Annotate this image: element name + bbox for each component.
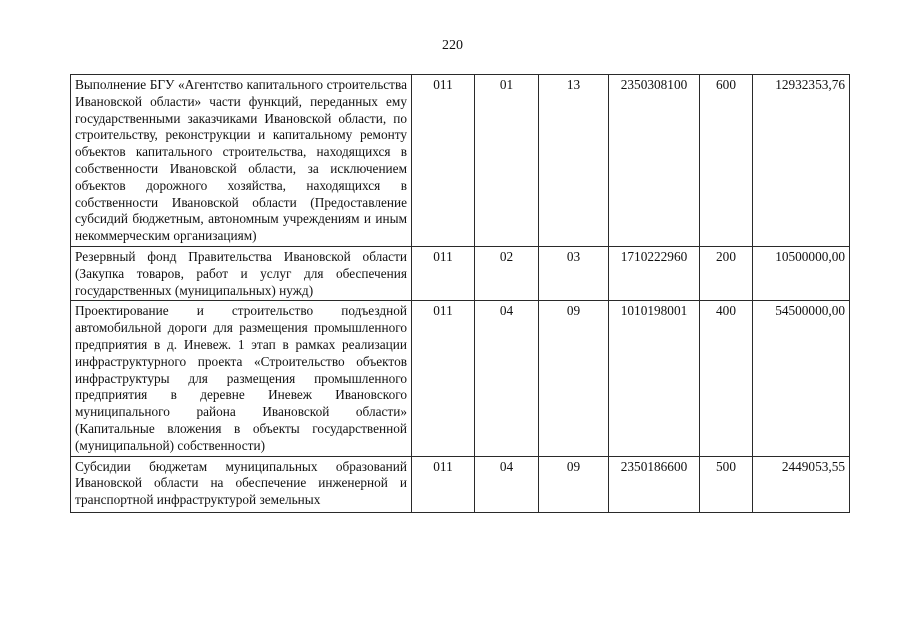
- section-code: 04: [475, 301, 539, 456]
- section-code: 01: [475, 75, 539, 247]
- expense-item-name: Резервный фонд Правительства Ивановской области (Закупка товаров, работ и услуг для обеспечения государственных (муниципальных) нужд): [71, 246, 412, 300]
- expense-type-code: 200: [700, 246, 753, 300]
- admin-code: 011: [412, 301, 475, 456]
- amount-value: 2449053,55: [753, 456, 850, 512]
- amount-value: 12932353,76: [753, 75, 850, 247]
- amount-value: 10500000,00: [753, 246, 850, 300]
- subsection-code: 09: [539, 456, 609, 512]
- admin-code: 011: [412, 246, 475, 300]
- table-row: [71, 246, 850, 300]
- subsection-code: 09: [539, 301, 609, 456]
- expense-item-name-cell: [71, 456, 412, 512]
- admin-code: 011: [412, 456, 475, 512]
- subsection-code: 13: [539, 75, 609, 247]
- target-article-code: 2350308100: [609, 75, 700, 247]
- target-article-code: 2350186600: [609, 456, 700, 512]
- budget-allocation-table: [70, 74, 850, 513]
- target-article-code: 1010198001: [609, 301, 700, 456]
- admin-code: 011: [412, 75, 475, 247]
- expense-item-name: Выполнение БГУ «Агентство капитального строительства Ивановской области» части функций, переданных ему государственными заказчиками Ивановской области, по строительству, реконструкции и капитальному ремонту объектов капитального строительства, находящихся в собственности Ивановской области, за исключением объектов дорожного хозяйства, находящихся в собственности Ивановской области (Предоставление субсидий бюджетным, автономным учреждениям и иным некоммерческим организациям): [71, 75, 412, 247]
- expense-item-name: Проектирование и строительство подъездной автомобильной дороги для размещения промышленного предприятия в д. Иневеж. 1 этап в рамках реализации инфраструктурного проекта «Строительство объектов инфраструктуры для размещения промышленного предприятия в деревне Иневеж Ивановского муниципального района Ивановской области» (Капитальные вложения в объекты государственной (муниципальной) собственности): [71, 301, 412, 456]
- section-code: 04: [475, 456, 539, 512]
- table-row: [71, 75, 850, 247]
- amount-value: 54500000,00: [753, 301, 850, 456]
- table-row: [71, 301, 850, 456]
- subsection-code: 03: [539, 246, 609, 300]
- expense-type-code: 600: [700, 75, 753, 247]
- section-code: 02: [475, 246, 539, 300]
- expense-item-name: Субсидии бюджетам муниципальных образований Ивановской области на обеспечение инженерной и транспортной инфраструктурой земельных: [75, 458, 407, 508]
- table-row: [71, 456, 850, 512]
- page-number: 220: [442, 38, 463, 53]
- target-article-code: 1710222960: [609, 246, 700, 300]
- expense-type-code: 500: [700, 456, 753, 512]
- expense-type-code: 400: [700, 301, 753, 456]
